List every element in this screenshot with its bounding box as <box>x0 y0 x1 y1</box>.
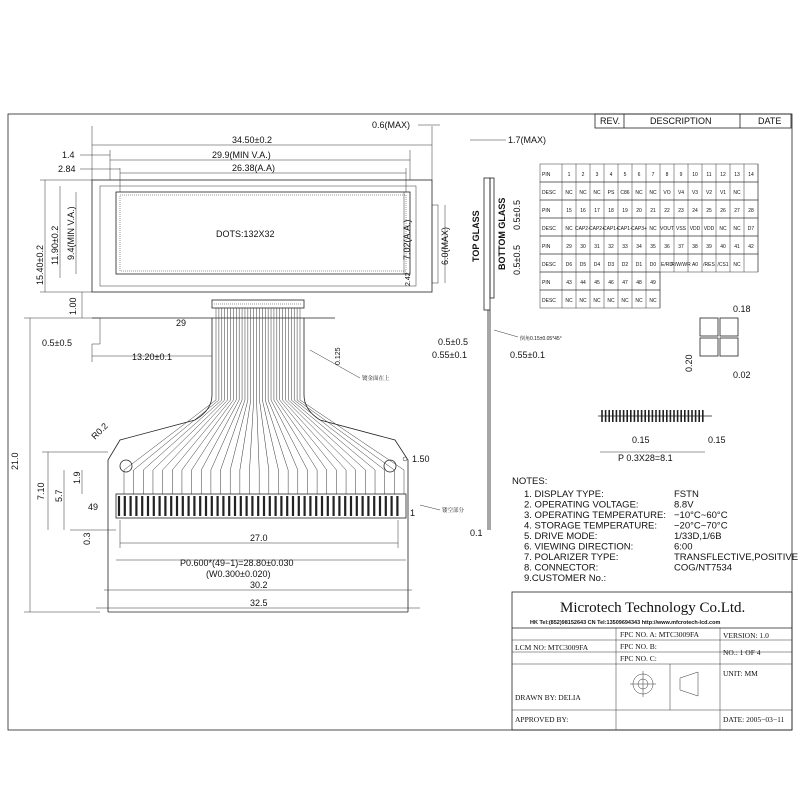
drawing-date: DATE: 2005−03−11 <box>723 715 785 724</box>
pin-table-cell: /RES <box>703 262 715 268</box>
note-value: COG/NT7534 <box>674 562 733 574</box>
bottom-glass-label: BOTTOM GLASS <box>497 197 507 270</box>
max-thick-top: 0.6(MAX) <box>372 120 411 130</box>
pin-table-cell: 10 <box>692 172 698 178</box>
note-label: 5. DRIVE MODE: <box>524 531 598 542</box>
pin-table-cell: CAP2− <box>575 226 591 232</box>
note-label: 7. POLARIZER TYPE: <box>524 552 619 563</box>
projection-symbol <box>630 671 698 697</box>
pin-table-cell: 25 <box>706 208 712 214</box>
pin-table-cell: VSS <box>675 226 687 232</box>
pin-table-row-label: PIN <box>542 172 551 178</box>
drawn-by: DRAWN BY: DELIA <box>515 693 581 702</box>
dim-2-84: 2.84 <box>58 164 76 174</box>
fpc-trace <box>143 308 221 494</box>
pin-table-cell: D3 <box>607 262 615 268</box>
fpc-traces <box>124 308 404 494</box>
note-value: −20°C~70°C <box>674 520 728 532</box>
pin-table-cell: 3 <box>595 172 599 178</box>
fpc-trace <box>134 308 219 494</box>
pin-table-row-label: DESC <box>542 190 556 196</box>
lcm-no: LCM NO: MTC3009FA <box>515 643 589 652</box>
bevel-label: 倒角0.15±0.05*45° <box>520 336 562 342</box>
dim-055b: 0.55±0.1 <box>510 350 545 360</box>
version: VERSION: 1.0 <box>723 631 769 640</box>
pin-table-cell: 44 <box>580 280 586 286</box>
dim-2-42: 2.42 <box>405 272 412 286</box>
dim-13-20: 13.20±0.1 <box>132 352 172 362</box>
pin-table-cell: 23 <box>678 208 684 214</box>
pin-table-cell: 43 <box>566 280 572 286</box>
note-label: 1. DISPLAY TYPE: <box>524 489 604 500</box>
notes-heading: NOTES: <box>512 476 548 487</box>
pin-table-cell: NC <box>565 190 573 196</box>
note-label: 6. VIEWING DIRECTION: <box>524 541 634 553</box>
pin-table-cell: 1 <box>567 172 571 178</box>
dim-left-05: 0.5±0.5 <box>42 338 72 348</box>
pin-table-cell: 12 <box>720 172 726 178</box>
unit: UNIT: MM <box>723 669 758 678</box>
top-glass-label: TOP GLASS <box>471 210 481 262</box>
note-label: 8. CONNECTOR: <box>524 562 599 574</box>
fpc-trace <box>268 308 298 494</box>
pin-table-cell: 24 <box>692 208 698 214</box>
page-no: NO.: 1 OF 4 <box>723 648 761 657</box>
pin-table-cell: 17 <box>594 208 600 214</box>
right-height-dimensions <box>402 192 450 286</box>
pin-table-cell: NC <box>719 226 727 232</box>
pin-table-cell: 13 <box>734 172 740 178</box>
height-aa-label: 7.02(A.A.) <box>402 219 412 260</box>
dim-0125: 0.125 <box>335 347 342 365</box>
pin-table-cell: 14 <box>748 172 754 178</box>
pin-table-cell: 19 <box>622 208 628 214</box>
dim-055: 0.55±0.1 <box>432 350 467 360</box>
fpc-trace <box>153 308 225 494</box>
dim-right-05: 0.5±0.5 <box>438 337 468 347</box>
pin-table-cell: D4 <box>593 262 601 268</box>
fpc-trace <box>182 308 233 494</box>
fpc-trace <box>259 308 268 494</box>
fpc-contacts <box>119 496 397 516</box>
dim-1-00: 1.00 <box>68 297 78 315</box>
note-label: 9.CUSTOMER No.: <box>524 573 607 584</box>
pin-table-row-label: DESC <box>542 262 556 268</box>
pin-table-cell: 31 <box>594 244 600 250</box>
pitch-015a: 0.15 <box>632 435 650 445</box>
dim-r02: R0.2 <box>89 420 110 442</box>
pin-table-cell: 30 <box>580 244 586 250</box>
dim-302: 30.2 <box>250 580 268 590</box>
side-05a: 0.5±0.5 <box>512 200 522 230</box>
width-va-label: 29.9(MIN V.A.) <box>212 150 271 160</box>
lcd-front-view <box>92 180 438 292</box>
pin-table-cell: 9 <box>679 172 683 178</box>
pin-table-cell: CAP2+ <box>589 226 605 232</box>
mounting-hole-right <box>384 460 396 472</box>
pin-table-row-label: DESC <box>542 226 556 232</box>
notes-block <box>512 476 798 584</box>
width-dimensions <box>58 120 440 192</box>
pin-table-cell: 48 <box>636 280 642 286</box>
pin-table-cell: NC <box>649 226 657 232</box>
pin-table-cell: 5 <box>623 172 627 178</box>
pin-table-cell: NC <box>579 190 587 196</box>
pin-table-cell: 18 <box>608 208 614 214</box>
description-header: DESCRIPTION <box>650 116 712 126</box>
company-name: Microtech Technology Co.Ltd. <box>560 600 746 616</box>
pin-table-row-label: PIN <box>542 244 551 250</box>
pin-table-cell: A0 <box>691 262 699 268</box>
fpc-trace <box>257 308 260 494</box>
pin-49-label: 49 <box>88 502 99 512</box>
pin-table-cell: 46 <box>608 280 614 286</box>
pin-table-cell: VO <box>663 190 671 196</box>
pin-table-cell: V2 <box>705 190 713 196</box>
pin-table-cell: VDD <box>703 226 715 232</box>
pin-table-cell: 34 <box>636 244 642 250</box>
pin-table-row-label: DESC <box>542 298 556 304</box>
title-block <box>512 592 792 730</box>
dim-03: 0.3 <box>82 532 92 545</box>
pin-table-cell: NC <box>565 298 573 304</box>
dim-57: 5.7 <box>54 489 64 502</box>
pin-assignment-table <box>540 164 758 308</box>
company-contact: HK Tel:(852)98152643 CN Tel:13509694343 http://www.mfcrotech-lcd.com <box>530 620 721 626</box>
hole-dia: 1.50 <box>412 454 430 464</box>
fpc-trace <box>262 308 278 494</box>
pin-table-cell: D7 <box>747 226 755 232</box>
pin-table-cell: 28 <box>748 208 754 214</box>
dim-21: 21.0 <box>10 452 20 470</box>
pin-table-cell: CAP1− <box>617 226 633 232</box>
pin-table-cell: 47 <box>622 280 628 286</box>
pin-table-cell: PS <box>607 190 615 196</box>
pin-table-cell: 33 <box>622 244 628 250</box>
dots-label: DOTS:132X32 <box>216 229 275 239</box>
pitch-formula: P0.600*(49−1)=28.80±0.030 <box>180 558 294 568</box>
bottom-glass-side <box>490 178 494 298</box>
pin-table-cell: 15 <box>566 208 572 214</box>
pin-table-row-label: PIN <box>542 280 551 286</box>
gold-side-label: 镀金面在上 <box>362 376 390 382</box>
pin-table-cell: 6 <box>637 172 641 178</box>
pin-table-cell: 26 <box>720 208 726 214</box>
max-thick-side: 1.7(MAX) <box>508 135 547 145</box>
height-dimensions <box>35 180 92 318</box>
pin-table-cell: D6 <box>565 262 573 268</box>
pin-table-cell: VOUT <box>660 226 674 232</box>
height-va-outer-label: 11.90±0.2 <box>50 225 60 265</box>
pin-table-cell: NC <box>579 298 587 304</box>
pin-table-cell: C86 <box>620 190 630 196</box>
pin-table-cell: 37 <box>678 244 684 250</box>
pin-table-cell: CAP1+ <box>603 226 619 232</box>
top-glass-side <box>484 178 490 310</box>
bump-pitch-detail <box>598 410 726 463</box>
pin-table-cell: NC <box>565 226 573 232</box>
height-total-label: 15.40±0.2 <box>35 245 45 285</box>
pin-table-cell: NC <box>635 298 643 304</box>
pin-table-cell: 21 <box>650 208 656 214</box>
pin-table-cell: 16 <box>580 208 586 214</box>
pin-table-cell: CAP3+ <box>631 226 647 232</box>
pin-table-cell: NC <box>593 190 601 196</box>
pin-table-cell: 36 <box>664 244 670 250</box>
pin-table-cell: D1 <box>635 262 643 268</box>
side-05b: 0.5±0.5 <box>512 245 522 275</box>
pad-018: 0.18 <box>733 304 751 314</box>
pin-table-cell: 11 <box>706 172 712 178</box>
pad-002: 0.02 <box>733 370 751 380</box>
note-label: 3. OPERATING TEMPERATURE: <box>524 510 666 521</box>
pin-table-cell: V4 <box>677 190 685 196</box>
pin-table-cell: 40 <box>720 244 726 250</box>
hollow-label: 镂空部分 <box>442 508 465 514</box>
pin-table-cell: NC <box>733 262 741 268</box>
fpc-c: FPC NO. C: <box>620 654 657 663</box>
note-label: 2. OPERATING VOLTAGE: <box>524 499 639 511</box>
pitch-015b: 0.15 <box>708 435 726 445</box>
pin-table-cell: 38 <box>692 244 698 250</box>
pin-table-cell: 4 <box>609 172 613 178</box>
pitch-width: (W0.300±0.020) <box>206 569 271 579</box>
mounting-hole-left <box>120 460 132 472</box>
fpc-a: FPC NO. A: MTC3009FA <box>620 630 700 639</box>
pitch-total: P 0.3X28=8.1 <box>618 453 673 463</box>
pin-table-cell: V1 <box>719 190 727 196</box>
pin-table-cell: NC <box>607 298 615 304</box>
pin-table-cell: D2 <box>621 262 629 268</box>
pin-table-cell: R/W/WR <box>671 262 691 268</box>
pin-table-cell: NC <box>649 190 657 196</box>
fpc-trace <box>294 308 384 494</box>
pin-table-cell: D0 <box>649 262 657 268</box>
dim-325: 32.5 <box>250 598 268 608</box>
pin-table-cell: 49 <box>650 280 656 286</box>
pin-table-cell: 2 <box>581 172 585 178</box>
pin-table-cell: NC <box>593 298 601 304</box>
pad-detail <box>684 304 751 380</box>
pin-table-cell: E/RD <box>661 262 673 268</box>
revision-table <box>595 114 791 128</box>
note-label: 4. STORAGE TEMPERATURE: <box>524 520 658 532</box>
pin-table-cell: NC <box>733 190 741 196</box>
pin-table-cell: 39 <box>706 244 712 250</box>
pin-table-cell: 20 <box>636 208 642 214</box>
height-va-min-label: 9.4(MIN V.A.) <box>66 206 76 260</box>
pin-table-cell: 29 <box>566 244 572 250</box>
dim-29: 29 <box>176 318 187 328</box>
date-header: DATE <box>758 116 782 126</box>
pin-table-cell: 32 <box>608 244 614 250</box>
pin-1-label: 1 <box>410 508 416 518</box>
rev-header: REV. <box>600 116 621 126</box>
dim-19: 1.9 <box>72 471 82 484</box>
note-value: 6:00 <box>674 541 693 553</box>
pad-020: 0.20 <box>684 354 694 372</box>
pin-table-cell: NC <box>733 226 741 232</box>
fpc-b: FPC NO. B: <box>620 642 657 651</box>
dim-1-4: 1.4 <box>62 150 75 160</box>
width-total-label: 34.50±0.2 <box>232 135 272 145</box>
note-value: TRANSFLECTIVE,POSITIVE <box>674 552 799 563</box>
pin-table-cell: 41 <box>734 244 740 250</box>
approved-by: APPROVED BY: <box>515 715 569 724</box>
dim-710: 7.10 <box>36 482 46 500</box>
height-max-label: 6.0(MAX) <box>440 226 450 265</box>
pin-table-cell: 45 <box>594 280 600 286</box>
fpc-trace <box>250 308 254 494</box>
fpc-trace <box>124 308 216 494</box>
pin-table-cell: 35 <box>650 244 656 250</box>
pin-table-cell: V3 <box>691 190 699 196</box>
pin-table-row-label: PIN <box>542 208 551 214</box>
pin-table-cell: 42 <box>748 244 754 250</box>
pin-table-cell: 27 <box>734 208 740 214</box>
pin-table-cell: D5 <box>579 262 587 268</box>
dim-01: 0.1 <box>470 528 483 538</box>
pin-table-cell: VDD <box>689 226 701 232</box>
note-value: 1/33D,1/6B <box>674 531 722 542</box>
pin-table-cell: NC <box>621 298 629 304</box>
width-aa-label: 26.38(A.A) <box>232 163 276 173</box>
dim-270: 27.0 <box>250 533 268 543</box>
pin-table-cell: 7 <box>651 172 655 178</box>
pin-table-cell: 22 <box>664 208 670 214</box>
note-value: −10°C~60°C <box>674 510 728 521</box>
note-value: 8.8V <box>674 499 694 511</box>
pin-table-cell: NC <box>649 298 657 304</box>
pin-table-cell: 8 <box>665 172 669 178</box>
note-value: FSTN <box>674 489 699 500</box>
pin-table-cell: NC <box>635 190 643 196</box>
pin-table-cell: /CS1 <box>717 262 729 268</box>
